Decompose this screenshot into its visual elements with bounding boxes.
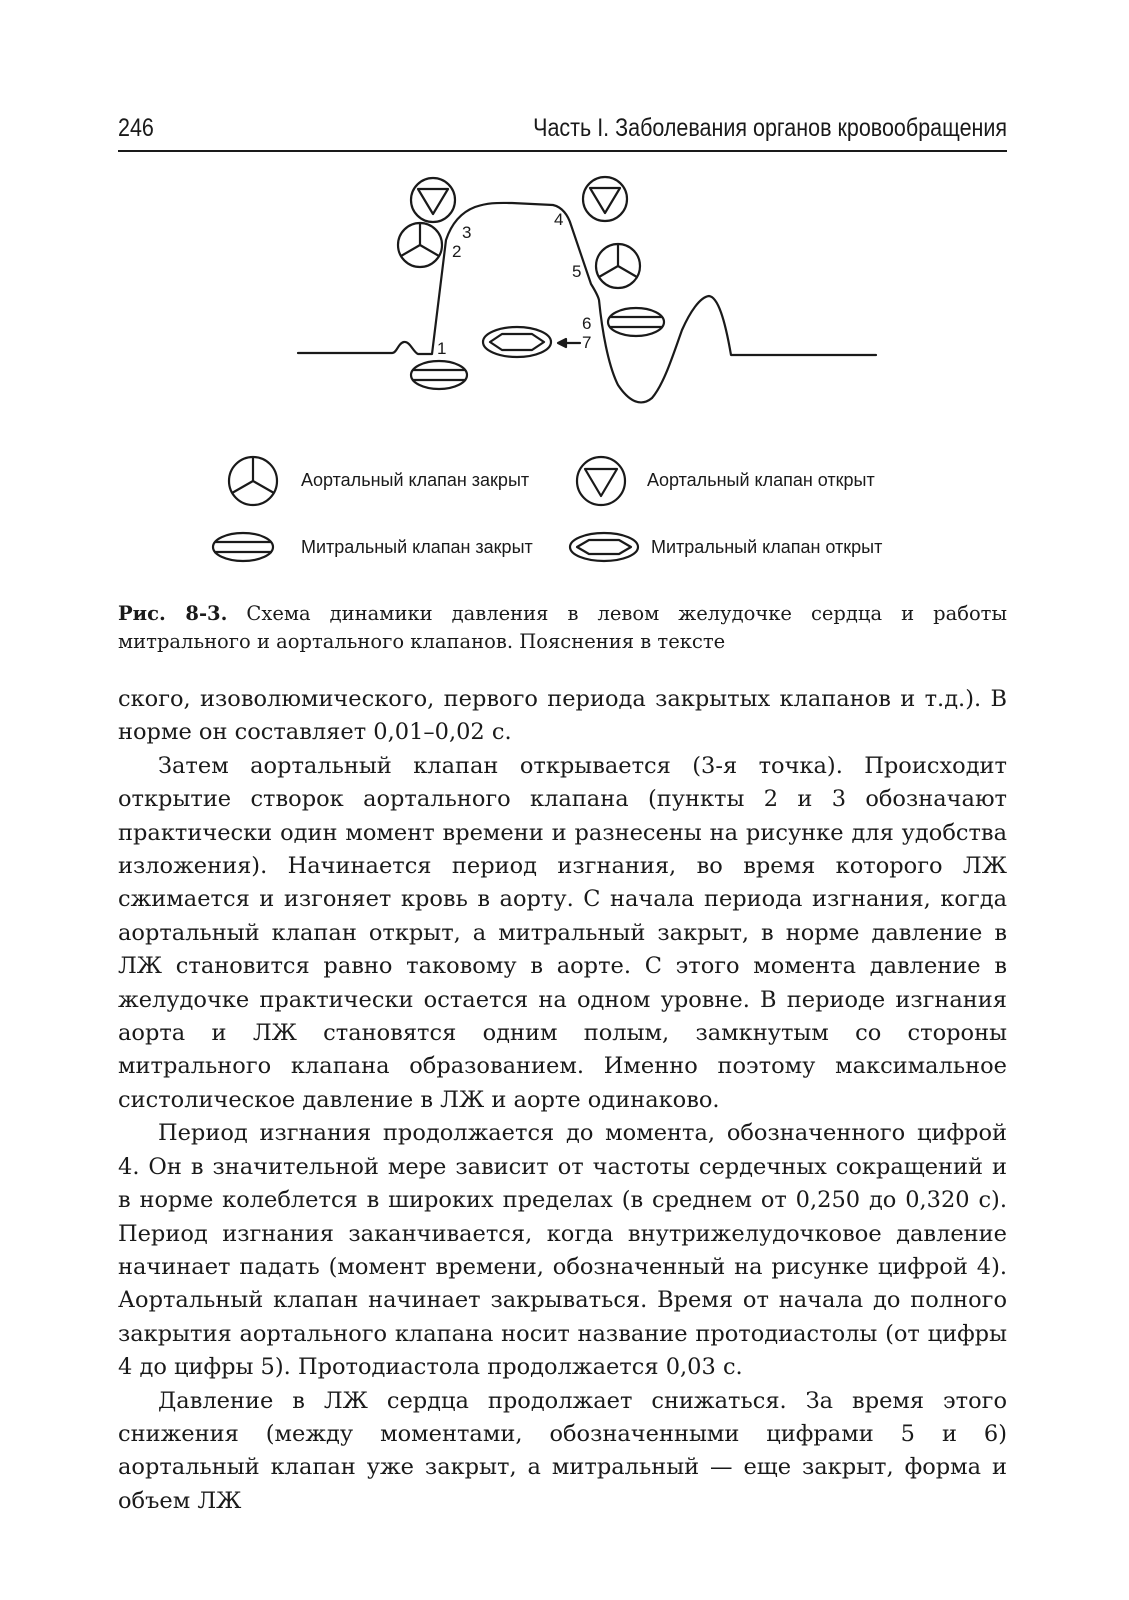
aortic-valve-open-icon <box>577 457 625 505</box>
mitral-valve-open-icon <box>570 533 638 561</box>
point-label-2: 2 <box>452 242 462 261</box>
paragraph: Давление в ЛЖ сердца продолжает снижаться. За время этого снижения (между моментами, обозначенными цифрами 5 и 6) аортальный клапан уже закрыт, а митральный — еще закрыт, форма и объем ЛЖ <box>118 1387 1007 1514</box>
caption-text: Схема динамики давления в левом желудочке сердца и работы митрального и аортального клапанов. Пояснения в тексте <box>118 602 1007 653</box>
aortic-valve-closed-icon <box>229 457 277 505</box>
legend-label-mitral-closed: Митральный клапан закрыт <box>301 537 533 557</box>
body-text <box>118 683 1007 1518</box>
pressure-diagram <box>0 0 1129 600</box>
aortic-valve-open-icon <box>411 178 455 222</box>
point-label-3: 3 <box>462 223 472 242</box>
legend-label-aortic-closed: Аортальный клапан закрыт <box>301 470 530 490</box>
point-label-4: 4 <box>554 210 564 229</box>
figure-8-3 <box>0 0 1129 600</box>
point-label-6: 6 <box>582 314 592 333</box>
running-title: Часть I. Заболевания органов кровообращения <box>533 114 1007 142</box>
legend-label-aortic-open: Аортальный клапан открыт <box>647 470 875 490</box>
paragraph: Затем аортальный клапан открывается (3-я точка). Происходит открытие створок аортального клапана (пункты 2 и 3 обозначают практически один момент времени и разнесены на рисунке для удобства изложения). Начинается период изгнания, во время которого ЛЖ сжимается и изгоняет кровь в аорту. С начала периода изгнания, когда аортальный клапан открыт, а митральный закрыт, в норме давление в ЛЖ становится равно таковому в аорте. С этого момента давление в желудочке практически остается на одном уровне. В периоде изгнания аорта и ЛЖ становятся одним полым, замкнутым со стороны митрального клапана образованием. Именно поэтому максимальное систолическое давление в ЛЖ и аорте одинаково. <box>118 752 1007 1113</box>
aortic-valve-closed-icon <box>596 244 640 288</box>
point-label-1: 1 <box>437 339 447 358</box>
aortic-valve-open-icon <box>583 177 627 221</box>
mitral-valve-open-icon <box>483 327 551 357</box>
page-number: 246 <box>118 114 154 142</box>
paragraph: ского, изоволюмического, первого периода закрытых клапанов и т.д.). В норме он составляет 0,01–0,02 с. <box>118 686 1007 746</box>
legend-label-mitral-open: Митральный клапан открыт <box>651 537 883 557</box>
aortic-valve-closed-icon <box>398 223 442 267</box>
figure-caption <box>118 600 1007 656</box>
mitral-valve-closed-icon <box>411 361 467 389</box>
point-label-7: 7 <box>582 333 592 352</box>
mitral-valve-closed-icon <box>608 308 664 336</box>
paragraph: Период изгнания продолжается до момента, обозначенного цифрой 4. Он в значительной мере зависит от частоты сердечных сокращений и в норме колеблется в широких пределах (в среднем от 0,250 до 0,320 с). Период изгнания заканчивается, когда внутрижелудочковое давление начинает падать (момент времени, обозначенный на рисунке цифрой 4). Аортальный клапан начинает закрываться. Время от начала до полного закрытия аортального клапана носит название протодиастолы (от цифры 4 до цифры 5). Протодиастола продолжается 0,03 с. <box>118 1120 1007 1381</box>
point-label-5: 5 <box>572 262 582 281</box>
pressure-curve <box>298 203 876 403</box>
caption-label: Рис. 8-3. <box>118 602 228 625</box>
mitral-valve-closed-icon <box>213 533 273 561</box>
